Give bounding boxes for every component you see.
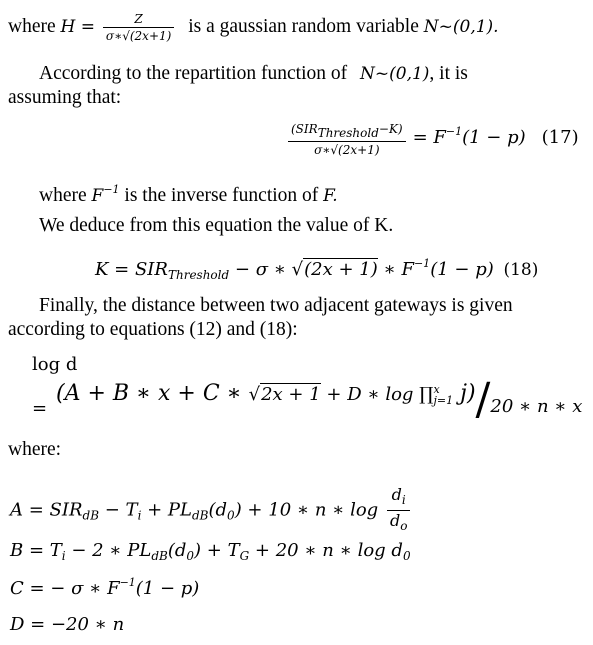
eqc-b: (1 − p) bbox=[135, 578, 200, 599]
equation-17-rhs bbox=[413, 127, 526, 148]
eqb-sub2: dB bbox=[151, 549, 168, 563]
eqa-frac-den-sub: o bbox=[400, 519, 408, 533]
eq17-rhs-tail: (1 − p) bbox=[462, 127, 526, 149]
inverse-f-sup: −1 bbox=[103, 183, 120, 196]
eqb-e: + 20 ∗ n ∗ log d bbox=[249, 540, 403, 561]
eqa-fraction bbox=[387, 486, 410, 535]
logd-den: 20 ∗ n ∗ x bbox=[490, 396, 583, 417]
fraction-denominator: σ∗√(2x+1) bbox=[105, 29, 172, 43]
eq18-mid: − σ ∗ bbox=[229, 259, 292, 280]
paragraph-finally-line2 bbox=[8, 318, 583, 342]
paragraph-repartition bbox=[8, 62, 583, 86]
equation-a bbox=[10, 486, 413, 535]
deduce-text: We deduce from this equation the value of K. bbox=[39, 215, 394, 236]
eqa-d: (d bbox=[208, 499, 228, 521]
line-gaussian-definition bbox=[8, 12, 583, 43]
eq17-rhs: = F bbox=[412, 127, 446, 149]
logd-body-b: + D ∗ log ∏ bbox=[320, 384, 434, 405]
equation-logd-lhs bbox=[32, 354, 77, 375]
eqd-a: D = −20 ∗ n bbox=[10, 614, 125, 635]
eq18-sqrt: (2x + 1) bbox=[304, 259, 378, 280]
h-equals: H = bbox=[60, 16, 95, 37]
eqb-sub1: i bbox=[61, 549, 66, 563]
logd-body-a: (A + B ∗ x + C ∗ bbox=[56, 381, 249, 406]
equation-d bbox=[10, 614, 124, 635]
equation-17-label: (17) bbox=[541, 127, 579, 149]
eq17-num-head: (SIR bbox=[291, 122, 318, 136]
eq17-rhs-sup: −1 bbox=[445, 125, 463, 139]
inverse-text-a: where bbox=[39, 185, 87, 206]
eqb-c: (d bbox=[167, 540, 187, 561]
line-deduce bbox=[8, 214, 593, 238]
paragraph-repartition-line2 bbox=[8, 86, 583, 110]
equation-18 bbox=[95, 257, 538, 282]
eqa-c: + PL bbox=[141, 499, 192, 521]
repartition-text-b: , it is bbox=[429, 63, 468, 84]
equation-c bbox=[10, 576, 199, 599]
eqb-a: B = T bbox=[10, 540, 62, 561]
inverse-text-b: is the inverse function of bbox=[124, 185, 319, 206]
inverse-f-letter: F bbox=[91, 186, 104, 206]
eqa-frac-num-sub: i bbox=[401, 493, 406, 507]
eqc-sup: −1 bbox=[119, 576, 136, 589]
eqa-sub1: dB bbox=[82, 508, 100, 523]
normal-distribution: N~(0,1). bbox=[423, 16, 499, 37]
eqa-e: ) + 10 ∗ n ∗ log bbox=[234, 499, 379, 521]
eqb-d: ) + T bbox=[194, 540, 240, 561]
inverse-f bbox=[91, 183, 120, 206]
eq18-sub: Threshold bbox=[167, 268, 230, 282]
equation-logd-equals bbox=[32, 398, 47, 419]
where-text: where: bbox=[8, 439, 62, 460]
finally-line-b: according to equations (12) and (18): bbox=[8, 319, 298, 340]
eqa-frac-den-d: d bbox=[389, 511, 401, 530]
eqb-sub4: G bbox=[239, 549, 250, 563]
eqa-b: − T bbox=[99, 499, 138, 521]
equation-17-denominator: σ∗√(2x+1) bbox=[314, 143, 380, 157]
eqa-sub2: i bbox=[137, 508, 142, 523]
logd-prod-sup: x bbox=[433, 383, 440, 396]
line-where bbox=[8, 438, 583, 462]
eqb-sub3: 0 bbox=[186, 549, 195, 563]
eq18-lhs: K = SIR bbox=[95, 259, 168, 280]
eq17-num-sub: Threshold bbox=[317, 126, 379, 140]
fraction-numerator: Z bbox=[103, 12, 174, 28]
eqa-a: A = SIR bbox=[10, 499, 83, 521]
eq18-tail: ∗ F bbox=[377, 259, 414, 280]
logd-prod-sub: j=1 bbox=[433, 394, 454, 407]
eqb-sub5: 0 bbox=[402, 549, 411, 563]
eqa-frac-num-d: d bbox=[391, 485, 402, 504]
inverse-f2: F. bbox=[323, 186, 338, 206]
eq18-sup: −1 bbox=[413, 257, 431, 270]
eqb-b: − 2 ∗ PL bbox=[65, 540, 152, 561]
eq18-radical-icon: √ bbox=[291, 259, 304, 280]
equation-17-numerator bbox=[288, 122, 406, 142]
gaussian-text: is a gaussian random variable bbox=[188, 15, 419, 37]
finally-line-a: Finally, the distance between two adjacent gateways is given bbox=[39, 295, 513, 316]
repartition-text-c: assuming that: bbox=[8, 87, 122, 108]
eqc-a: C = − σ ∗ F bbox=[10, 578, 120, 599]
eq18-label: (18) bbox=[503, 260, 539, 280]
eq18-tail2: (1 − p) bbox=[430, 259, 494, 280]
equation-17 bbox=[285, 122, 579, 157]
equation-logd-body bbox=[56, 374, 583, 425]
repartition-dist: N~(0,1) bbox=[360, 64, 430, 84]
logd-body-c: j) bbox=[453, 381, 476, 406]
repartition-text-a: According to the repartition function of bbox=[39, 63, 348, 84]
line-inverse-function bbox=[8, 178, 593, 208]
equation-b bbox=[10, 540, 411, 563]
equation-17-fraction bbox=[288, 122, 406, 157]
logd-lhs: log d bbox=[32, 354, 78, 375]
logd-radical-icon: √ bbox=[248, 384, 261, 405]
logd-sqrt: 2x + 1 bbox=[261, 384, 321, 405]
logd-eq: = bbox=[32, 398, 48, 419]
logd-slash: / bbox=[475, 374, 491, 425]
word-where: where bbox=[8, 15, 56, 37]
logd-prod-limits bbox=[434, 384, 454, 406]
eqa-frac-den bbox=[387, 511, 410, 535]
eqa-sub4: 0 bbox=[227, 508, 235, 523]
eqa-sub3: dB bbox=[192, 508, 209, 523]
fraction-z-over-sigma bbox=[103, 12, 174, 43]
eq17-num-tail: −K) bbox=[378, 122, 403, 136]
paragraph-finally bbox=[8, 294, 583, 318]
eqa-frac-num bbox=[387, 486, 410, 511]
